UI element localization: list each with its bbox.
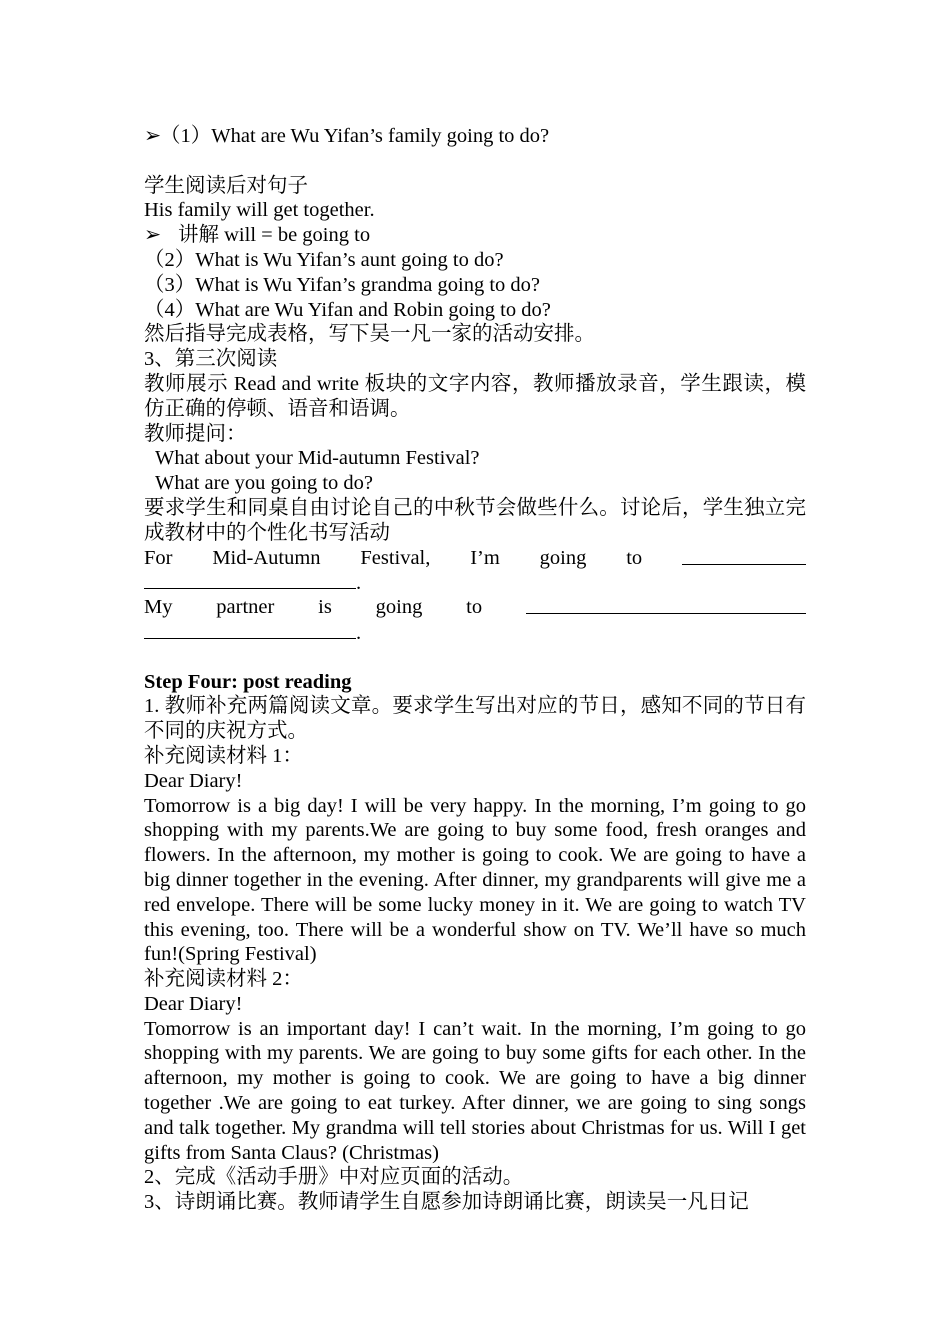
material-1-label: 补充阅读材料 1： [144, 744, 303, 767]
diary-2-text: Tomorrow is an important day! I can’t wait. In the morning, I’m going to go shopping with my parents. We are going to buy some gifts for each other. In the afternoon, my mother is going to cook. We are going to have a big dinner together .We are going to eat turkey. After dinner, we are going to sing songs and talk together. My grandma will tell stories about Christmas for us. Will I get gifts from Santa Claus? (Christmas) [144, 1017, 806, 1164]
blank-underline [682, 546, 806, 565]
question-2: （2）What is Wu Yifan’s aunt going to do? [144, 248, 504, 271]
answer-sentence: His family will get together. [144, 199, 375, 222]
explain-line: ➢ 讲解 will = be going to [144, 224, 371, 247]
post-reading-paragraph-1: 1. 教师补充两篇阅读文章。要求学生写出对应的节日，感知不同的节日有不同的庆祝方式。 [144, 695, 806, 743]
question-3: （3）What is Wu Yifan’s grandma going to do? [144, 273, 541, 296]
guide-text: 然后指导完成表格，写下吴一凡一家的活动安排。 [144, 323, 595, 346]
document-page [144, 124, 806, 1215]
question-4: （4）What are Wu Yifan and Robin going to do? [144, 298, 551, 321]
step-four-heading: Step Four: post reading [144, 670, 352, 693]
arrow-bullet-icon: ➢ [144, 125, 162, 147]
fill-in-line-2: My partner is going to [144, 595, 806, 620]
teacher-ask-label: 教师提问： [144, 422, 247, 445]
diary-2-greeting: Dear Diary! [144, 992, 243, 1015]
blank-underline [144, 570, 356, 589]
poem-contest-line: 3、诗朗诵比赛。教师请学生自愿参加诗朗诵比赛，朗读吴一凡日记 [144, 1191, 749, 1214]
diary-1-greeting: Dear Diary! [144, 769, 243, 792]
blank-underline [144, 620, 356, 639]
student-read-text: 学生阅读后对句子 [144, 174, 308, 197]
ask-question-1: What about your Mid-autumn Festival? [155, 447, 480, 470]
arrow-bullet-icon: ➢ [144, 224, 162, 247]
fill-in-line-2-cont: . [144, 620, 806, 645]
diary-1-text: Tomorrow is a big day! I will be very happy. In the morning, I’m going to go shopping with my parents.We are going to buy some food, fresh oranges and flowers. In the afternoon, my mother is going to cook. We are going to have a big dinner together in the evening. After dinner, my grandparents will give me a red envelope. There will be some lucky money in it. We are going to watch TV this evening, too. There will be a wonderful show on TV. We’ll have so much fun!(Spring Festival) [144, 794, 806, 966]
requirement-paragraph: 要求学生和同桌自由讨论自己的中秋节会做些什么。讨论后，学生独立完成教材中的个性化书写活动 [144, 496, 806, 544]
fill-in-line-1-cont: . [144, 570, 806, 595]
activity-book-line: 2、完成《活动手册》中对应页面的活动。 [144, 1166, 524, 1189]
material-2-label: 补充阅读材料 2： [144, 968, 303, 991]
ask-question-2: What are you going to do? [155, 472, 374, 495]
question-1: ➢（1）What are Wu Yifan’s family going to do? [144, 125, 550, 147]
blank-underline [526, 595, 806, 614]
teacher-show-paragraph: 教师展示 Read and write 板块的文字内容，教师播放录音，学生跟读，模仿正确的停顿、语音和语调。 [144, 372, 806, 420]
fill-in-line-1: For Mid-Autumn Festival, I’m going to [144, 546, 806, 571]
third-reading-heading: 3、第三次阅读 [144, 348, 278, 371]
